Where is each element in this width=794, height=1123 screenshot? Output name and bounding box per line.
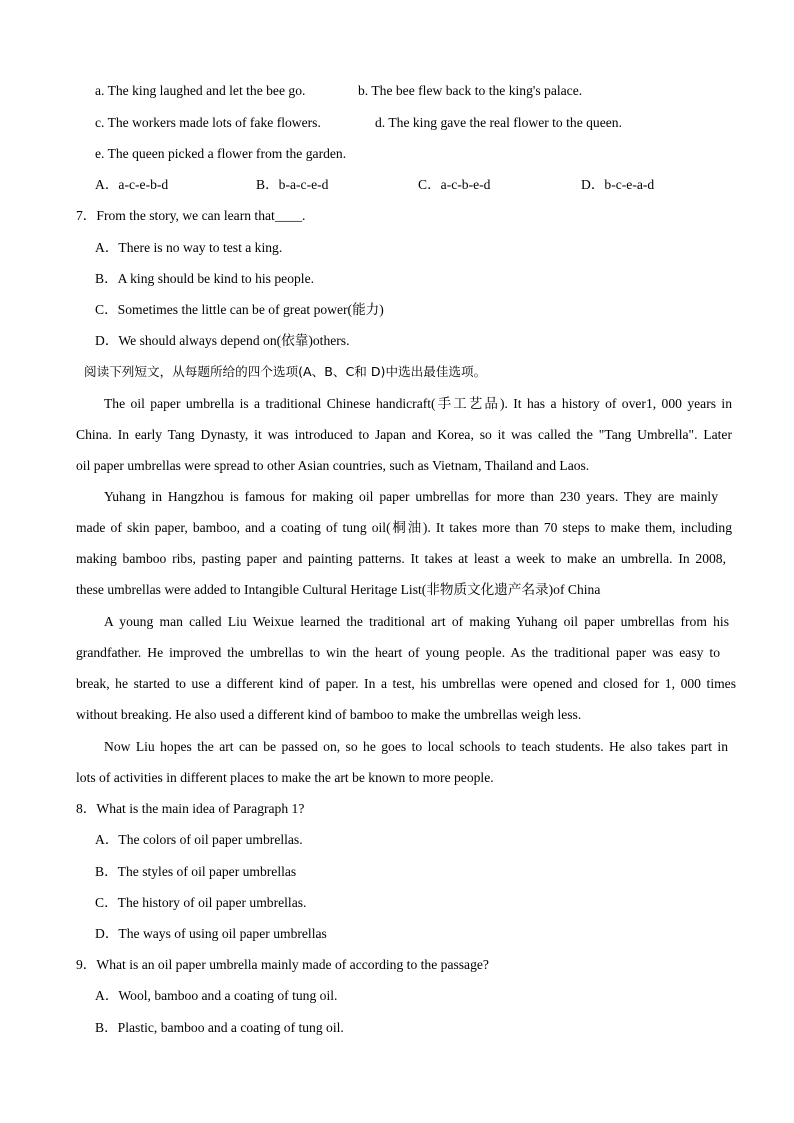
- passage-p3-line3: break, he started to use a different kind of paper. In a test, his umbrellas were opened and closed for 1, 000 times: [76, 676, 736, 691]
- passage-p2-line4: these umbrellas were added to Intangible Cultural Heritage List(非物质文化遗产名录)of China: [76, 582, 601, 597]
- q7-option-c[interactable]: C．Sometimes the little can be of great power(能力): [95, 302, 384, 317]
- passage-p4-line2: lots of activities in different places to make the art be known to more people.: [76, 770, 494, 785]
- q7-option-b[interactable]: B．A king should be kind to his people.: [95, 271, 315, 286]
- passage-p1-line3: oil paper umbrellas were spread to other Asian countries, such as Vietnam, Thailand and Laos.: [76, 458, 590, 473]
- passage-p4-line1: Now Liu hopes the art can be passed on, so he goes to local schools to teach students. He also takes part in: [104, 739, 728, 754]
- passage-p2-line1: Yuhang in Hangzhou is famous for making oil paper umbrellas for more than 230 years. They are mainly: [104, 489, 718, 504]
- q8-option-d[interactable]: D．The ways of using oil paper umbrellas: [95, 926, 327, 941]
- passage-p1-line2: China. In early Tang Dynasty, it was introduced to Japan and Korea, so it was called the "Tang Umbrella". Later: [76, 427, 732, 442]
- q7-option-a[interactable]: A．There is no way to test a king.: [95, 240, 283, 255]
- event-a: a. The king laughed and let the bee go.: [95, 83, 306, 98]
- q6-option-a[interactable]: A．a-c-e-b-d: [95, 177, 169, 192]
- q7-stem: 7．From the story, we can learn that____.: [76, 208, 306, 223]
- event-d: d. The king gave the real flower to the queen.: [375, 115, 622, 130]
- reading-instruction: 阅读下列短文，从每题所给的四个选项(A、B、C和 D)中选出最佳选项。: [84, 364, 487, 379]
- passage-p2-line3: making bamboo ribs, pasting paper and painting patterns. It takes at least a week to make an umbrella. In 2008,: [76, 551, 726, 566]
- passage-p3-line2: grandfather. He improved the umbrellas to win the heart of young people. As the traditional paper was easy to: [76, 645, 720, 660]
- q8-option-b[interactable]: B．The styles of oil paper umbrellas: [95, 864, 297, 879]
- event-e: e. The queen picked a flower from the garden.: [95, 146, 347, 161]
- q6-option-c[interactable]: C．a-c-b-e-d: [418, 177, 491, 192]
- q6-option-b[interactable]: B．b-a-c-e-d: [256, 177, 329, 192]
- q8-stem: 8．What is the main idea of Paragraph 1?: [76, 801, 305, 816]
- q9-option-a[interactable]: A．Wool, bamboo and a coating of tung oil.: [95, 988, 338, 1003]
- passage-p3-line1: A young man called Liu Weixue learned the traditional art of making Yuhang oil paper umbrellas from his: [104, 614, 729, 629]
- passage-p2-line2: made of skin paper, bamboo, and a coating of tung oil(桐油). It takes more than 70 steps to make them, including: [76, 520, 732, 535]
- event-c: c. The workers made lots of fake flowers.: [95, 115, 321, 130]
- passage-p3-line4: without breaking. He also used a different kind of bamboo to make the umbrellas weigh less.: [76, 707, 582, 722]
- q8-option-c[interactable]: C．The history of oil paper umbrellas.: [95, 895, 307, 910]
- event-b: b. The bee flew back to the king's palace.: [358, 83, 583, 98]
- passage-p1-line1: The oil paper umbrella is a traditional Chinese handicraft(手工艺品). It has a history of over1, 000 years in: [104, 396, 732, 411]
- q9-stem: 9．What is an oil paper umbrella mainly made of according to the passage?: [76, 957, 489, 972]
- q8-option-a[interactable]: A．The colors of oil paper umbrellas.: [95, 832, 303, 847]
- q6-option-d[interactable]: D．b-c-e-a-d: [581, 177, 655, 192]
- q9-option-b[interactable]: B．Plastic, bamboo and a coating of tung oil.: [95, 1020, 344, 1035]
- q7-option-d[interactable]: D．We should always depend on(依靠)others.: [95, 333, 350, 348]
